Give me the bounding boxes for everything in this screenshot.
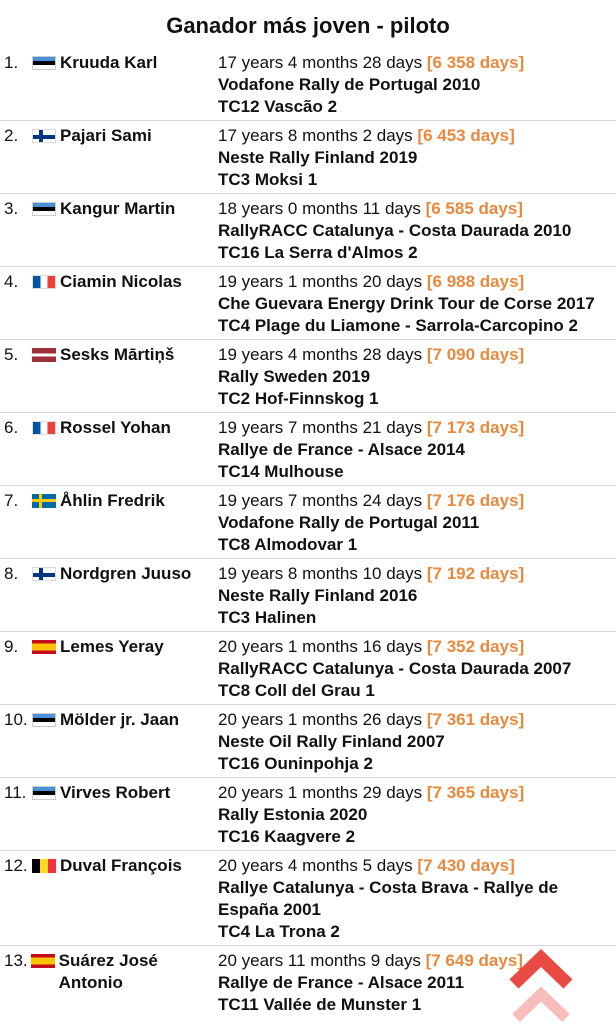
flag-icon bbox=[32, 421, 56, 435]
flag-icon bbox=[32, 567, 56, 581]
days-count: [6 453 days] bbox=[417, 126, 515, 145]
rank: 1. bbox=[4, 53, 19, 72]
event-name[interactable]: Neste Oil Rally Finland 2007 bbox=[218, 732, 445, 751]
days-count: [7 176 days] bbox=[426, 491, 525, 510]
age-text: 19 years 8 months 10 days bbox=[218, 564, 423, 583]
list-item bbox=[0, 559, 616, 632]
stage-name[interactable]: TC16 Ouninpohja 2 bbox=[218, 754, 373, 773]
driver-name[interactable]: Åhlin Fredrik bbox=[60, 491, 165, 510]
driver-name[interactable]: Suárez José Antonio bbox=[58, 951, 158, 992]
age-line bbox=[218, 344, 612, 366]
list-item bbox=[0, 413, 616, 486]
age-text: 19 years 4 months 28 days bbox=[218, 345, 423, 364]
stage-name[interactable]: TC14 Mulhouse bbox=[218, 462, 344, 481]
rank: 12. bbox=[4, 856, 28, 875]
days-count: [7 361 days] bbox=[426, 710, 525, 729]
page-title: Ganador más joven - piloto bbox=[166, 13, 450, 38]
flag-icon bbox=[32, 202, 56, 216]
rank: 2. bbox=[4, 126, 19, 145]
rank: 9. bbox=[4, 637, 19, 656]
rank: 5. bbox=[4, 345, 19, 364]
days-count: [7 192 days] bbox=[426, 564, 525, 583]
stage-name[interactable]: TC2 Hof-Finnskog 1 bbox=[218, 389, 379, 408]
driver-cell bbox=[0, 417, 218, 483]
days-count: [7 430 days] bbox=[417, 856, 515, 875]
event-name[interactable]: Rallye Catalunya - Costa Brava - Rallye de España 2001 bbox=[218, 878, 559, 919]
scroll-to-top-button[interactable] bbox=[506, 948, 576, 1028]
list-item bbox=[0, 48, 616, 121]
event-name[interactable]: RallyRACC Catalunya - Costa Daurada 2007 bbox=[218, 659, 572, 678]
driver-cell bbox=[0, 271, 218, 337]
driver-cell bbox=[0, 636, 218, 702]
rank: 6. bbox=[4, 418, 19, 437]
driver-cell bbox=[0, 344, 218, 410]
event-name[interactable]: Neste Rally Finland 2019 bbox=[218, 148, 418, 167]
list-item bbox=[0, 340, 616, 413]
event-name[interactable]: RallyRACC Catalunya - Costa Daurada 2010 bbox=[218, 221, 572, 240]
driver-cell bbox=[0, 125, 218, 191]
list-item bbox=[0, 778, 616, 851]
stage-name[interactable]: TC11 Vallée de Munster 1 bbox=[218, 995, 422, 1014]
age-line bbox=[218, 490, 612, 512]
detail-cell bbox=[218, 709, 616, 775]
detail-cell bbox=[218, 52, 616, 118]
driver-cell bbox=[0, 563, 218, 629]
flag-icon bbox=[32, 129, 56, 143]
event-name[interactable]: Rallye de France - Alsace 2011 bbox=[218, 973, 465, 992]
detail-cell bbox=[218, 636, 616, 702]
list-item bbox=[0, 267, 616, 340]
driver-name[interactable]: Duval François bbox=[60, 856, 182, 875]
days-count: [6 988 days] bbox=[426, 272, 525, 291]
age-text: 18 years 0 months 11 days bbox=[218, 199, 421, 218]
age-line bbox=[218, 782, 612, 804]
flag-icon bbox=[32, 275, 56, 289]
age-text: 20 years 4 months 5 days bbox=[218, 856, 413, 875]
detail-cell bbox=[218, 344, 616, 410]
detail-cell bbox=[218, 490, 616, 556]
event-name[interactable]: Che Guevara Energy Drink Tour de Corse 2017 bbox=[218, 294, 595, 313]
days-count: [7 173 days] bbox=[426, 418, 525, 437]
event-name[interactable]: Vodafone Rally de Portugal 2010 bbox=[218, 75, 481, 94]
flag-icon bbox=[32, 494, 56, 508]
driver-name[interactable]: Kangur Martin bbox=[60, 199, 176, 218]
detail-cell bbox=[218, 782, 616, 848]
event-name[interactable]: Rallye de France - Alsace 2014 bbox=[218, 440, 465, 459]
driver-name[interactable]: Pajari Sami bbox=[60, 126, 152, 145]
stage-name[interactable]: TC16 Kaagvere 2 bbox=[218, 827, 356, 846]
age-text: 20 years 1 months 16 days bbox=[218, 637, 423, 656]
driver-name[interactable]: Sesks Mārtiņš bbox=[60, 345, 175, 364]
event-name[interactable]: Rally Estonia 2020 bbox=[218, 805, 368, 824]
list-item bbox=[0, 121, 616, 194]
flag-icon bbox=[32, 640, 56, 654]
detail-cell bbox=[218, 855, 616, 943]
days-count: [7 352 days] bbox=[426, 637, 525, 656]
detail-cell bbox=[218, 198, 616, 264]
driver-cell bbox=[0, 490, 218, 556]
event-name[interactable]: Neste Rally Finland 2016 bbox=[218, 586, 418, 605]
rank: 13. bbox=[4, 951, 28, 970]
age-line bbox=[218, 125, 612, 147]
flag-icon bbox=[31, 954, 55, 968]
age-text: 17 years 4 months 28 days bbox=[218, 53, 423, 72]
rank: 3. bbox=[4, 199, 19, 218]
age-text: 20 years 1 months 29 days bbox=[218, 783, 423, 802]
double-chevron-up-icon bbox=[506, 948, 576, 1028]
days-count: [7 090 days] bbox=[426, 345, 525, 364]
stage-name[interactable]: TC12 Vascão 2 bbox=[218, 97, 338, 116]
detail-cell bbox=[218, 417, 616, 483]
days-count: [7 365 days] bbox=[426, 783, 525, 802]
flag-icon bbox=[32, 56, 56, 70]
event-name[interactable]: Vodafone Rally de Portugal 2011 bbox=[218, 513, 480, 532]
age-line bbox=[218, 855, 612, 877]
age-line bbox=[218, 417, 612, 439]
rank: 4. bbox=[4, 272, 19, 291]
age-line bbox=[218, 563, 612, 585]
detail-cell bbox=[218, 125, 616, 191]
driver-name[interactable]: Lemes Yeray bbox=[60, 637, 164, 656]
winners-list bbox=[0, 48, 616, 1018]
age-text: 19 years 7 months 24 days bbox=[218, 491, 423, 510]
age-line bbox=[218, 198, 612, 220]
stage-name[interactable]: TC4 Plage du Liamone - Sarrola-Carcopino 2 bbox=[218, 316, 578, 335]
list-item bbox=[0, 851, 616, 946]
list-item bbox=[0, 194, 616, 267]
list-item bbox=[0, 486, 616, 559]
driver-cell bbox=[0, 709, 218, 775]
driver-name[interactable]: Kruuda Karl bbox=[60, 53, 158, 72]
days-count: [6 358 days] bbox=[426, 53, 525, 72]
stage-name[interactable]: TC3 Halinen bbox=[218, 608, 317, 627]
driver-name[interactable]: Nordgren Juuso bbox=[60, 564, 192, 583]
detail-cell bbox=[218, 271, 616, 337]
driver-name[interactable]: Rossel Yohan bbox=[60, 418, 171, 437]
driver-cell bbox=[0, 782, 218, 848]
days-count: [6 585 days] bbox=[425, 199, 523, 218]
age-line bbox=[218, 52, 612, 74]
stage-name[interactable]: TC3 Moksi 1 bbox=[218, 170, 318, 189]
driver-cell bbox=[0, 52, 218, 118]
age-line bbox=[218, 636, 612, 658]
driver-name[interactable]: Mölder jr. Jaan bbox=[60, 710, 180, 729]
stage-name[interactable]: TC8 Coll del Grau 1 bbox=[218, 681, 375, 700]
list-item bbox=[0, 632, 616, 705]
flag-icon bbox=[32, 348, 56, 362]
driver-cell bbox=[0, 855, 218, 943]
age-line bbox=[218, 271, 612, 293]
age-text: 19 years 1 months 20 days bbox=[218, 272, 423, 291]
age-line bbox=[218, 709, 612, 731]
driver-cell bbox=[0, 950, 218, 1016]
age-text: 17 years 8 months 2 days bbox=[218, 126, 413, 145]
event-name[interactable]: Rally Sweden 2019 bbox=[218, 367, 371, 386]
flag-icon bbox=[32, 859, 56, 873]
stage-name[interactable]: TC4 La Trona 2 bbox=[218, 922, 340, 941]
age-text: 20 years 11 months 9 days bbox=[218, 951, 421, 970]
flag-icon bbox=[32, 713, 56, 727]
driver-name[interactable]: Virves Robert bbox=[60, 783, 171, 802]
rank: 7. bbox=[4, 491, 19, 510]
rank: 10. bbox=[4, 710, 28, 729]
detail-cell bbox=[218, 563, 616, 629]
stage-name[interactable]: TC8 Almodovar 1 bbox=[218, 535, 358, 554]
rank: 8. bbox=[4, 564, 19, 583]
flag-icon bbox=[32, 786, 56, 800]
age-text: 20 years 1 months 26 days bbox=[218, 710, 423, 729]
age-text: 19 years 7 months 21 days bbox=[218, 418, 423, 437]
rank: 11. bbox=[4, 783, 27, 802]
driver-cell bbox=[0, 198, 218, 264]
driver-name[interactable]: Ciamin Nicolas bbox=[60, 272, 182, 291]
days-count: [7 649 days] bbox=[425, 951, 523, 970]
list-item bbox=[0, 705, 616, 778]
stage-name[interactable]: TC16 La Serra d'Almos 2 bbox=[218, 243, 418, 262]
